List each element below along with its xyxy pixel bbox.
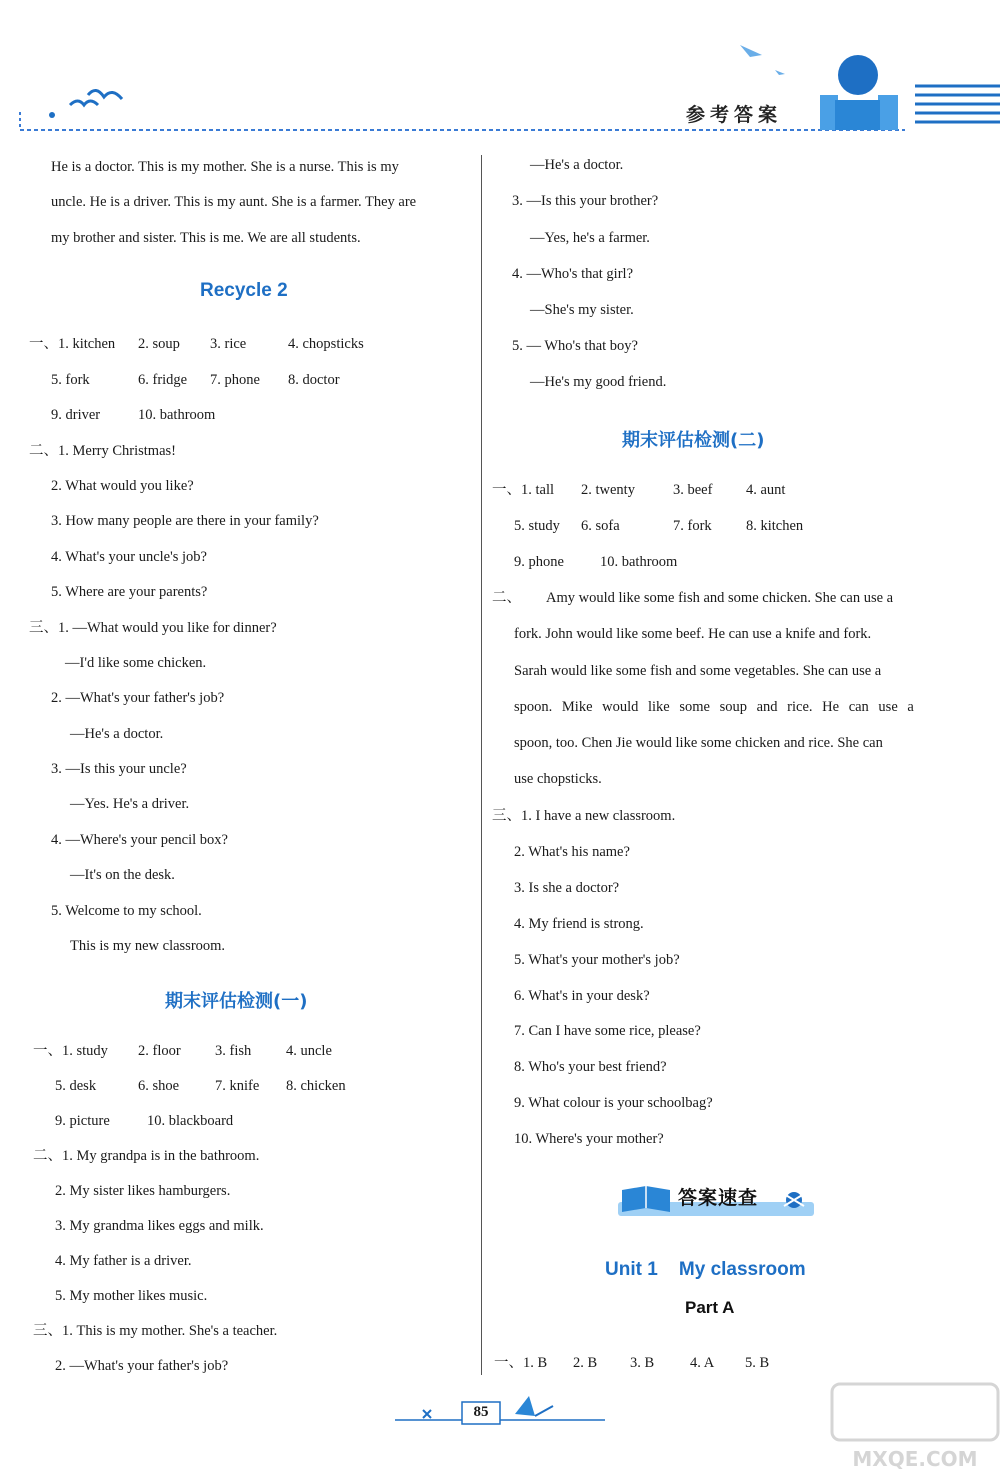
section-title-test2: 期末评估检测(二) [622,430,765,451]
answer-line: 2. What would you like? [51,478,194,494]
answer-line: 5. My mother likes music. [55,1288,208,1304]
answer-item: 4. chopsticks [288,336,364,352]
answer-line: —He's a doctor. [530,157,624,173]
answer-item: 10. bathroom [600,554,678,570]
answer-item: 7. fork [673,518,712,534]
header-decoration [0,0,1000,140]
answer-item: 6. sofa [581,518,620,534]
answer-line: —Yes. He's a driver. [70,796,190,812]
answer-line: 2. —What's your father's job? [51,690,225,706]
watermark-logo [830,1380,1000,1472]
header-title: 参考答案 [686,104,783,126]
answer-item: 9. driver [51,407,101,423]
intro-line: uncle. He is a driver. This is my aunt. She is a farmer. They are [51,194,417,210]
answer-line: 3. —Is this your uncle? [51,761,187,777]
answer-line: 2. What's his name? [514,844,630,860]
answer-line: 9. What colour is your schoolbag? [514,1095,713,1111]
answer-item: 4. A [690,1355,715,1371]
question-label: 二、 [492,590,521,606]
paragraph-line: spoon, too. Chen Jie would like some chicken and rice. She can [514,735,883,751]
answer-item: 3. rice [210,336,247,352]
answer-item: 5. fork [51,372,90,388]
answer-line: 2. —What's your father's job? [55,1358,229,1374]
answer-line: 5. — Who's that boy? [512,338,638,354]
answer-item: 4. aunt [746,482,786,498]
paragraph-line: fork. John would like some beef. He can use a knife and fork. [514,626,872,642]
answer-item: 2. B [573,1355,598,1371]
answer-line: 7. Can I have some rice, please? [514,1023,701,1039]
answer-item: 5. desk [55,1078,97,1094]
answer-line: 4. —Who's that girl? [512,266,634,282]
answer-line: 6. What's in your desk? [514,988,650,1004]
answer-line: —Yes, he's a farmer. [530,230,650,246]
answer-item: 9. picture [55,1113,110,1129]
answer-item: 7. phone [210,372,260,388]
answer-line: —He's my good friend. [530,374,667,390]
answer-item: 2. floor [138,1043,181,1059]
answer-line: 3. —Is this your brother? [512,193,659,209]
answer-item: 10. bathroom [138,407,216,423]
answer-item: 10. blackboard [147,1113,234,1129]
column-divider [481,155,482,1375]
answer-line: This is my new classroom. [70,938,226,954]
answer-item: 4. uncle [286,1043,332,1059]
footer-decoration [395,1392,605,1432]
answer-line: 二、1. My grandpa is in the bathroom. [33,1148,260,1164]
answer-line: —He's a doctor. [70,726,164,742]
answer-line: 8. Who's your best friend? [514,1059,667,1075]
answer-item: 2. twenty [581,482,635,498]
answer-line: 4. —Where's your pencil box? [51,832,228,848]
part-label: Part A [685,1298,735,1317]
answer-line: 4. My friend is strong. [514,916,644,932]
paragraph-line: use chopsticks. [514,771,602,787]
answer-item: 3. beef [673,482,713,498]
answer-line: 三、1. I have a new classroom. [492,808,676,824]
answer-item: 一、1. kitchen [29,336,116,352]
answer-line: —She's my sister. [530,302,634,318]
answer-line: 5. Welcome to my school. [51,903,202,919]
answer-item: 6. fridge [138,372,188,388]
answer-line: 三、1. This is my mother. She's a teacher. [33,1323,278,1339]
watermark-text: MXQE.COM [852,1447,978,1471]
answer-line: 5. What's your mother's job? [514,952,680,968]
unit-title: Unit 1 My classroom [605,1259,806,1280]
answer-item: 8. chicken [286,1078,346,1094]
answer-line: 3. How many people are there in your family? [51,513,319,529]
answer-line: —I'd like some chicken. [65,655,207,671]
answer-line: 4. What's your uncle's job? [51,549,207,565]
answer-line: 5. Where are your parents? [51,584,208,600]
answer-line: 4. My father is a driver. [55,1253,192,1269]
answer-item: 6. shoe [138,1078,180,1094]
answer-line: 3. My grandma likes eggs and milk. [55,1218,264,1234]
answer-item: 5. study [514,518,560,534]
paragraph-line: Sarah would like some fish and some vegetables. She can use a [514,663,882,679]
answer-item: 3. B [630,1355,655,1371]
answer-item: 9. phone [514,554,564,570]
answer-item: 2. soup [138,336,180,352]
paragraph-line: Amy would like some fish and some chicken. She can use a [546,590,894,606]
intro-line: my brother and sister. This is me. We are all students. [51,230,361,246]
section-title-recycle: Recycle 2 [200,280,288,301]
answer-item: 一、1. study [33,1043,108,1059]
answer-line: 三、1. —What would you like for dinner? [29,620,277,636]
page-number: 85 [473,1404,489,1420]
answer-banner-title: 答案速查 [678,1187,759,1209]
intro-line: He is a doctor. This is my mother. She is a nurse. This is my [51,159,399,175]
answer-line: 二、1. Merry Christmas! [29,443,176,459]
answer-line: 3. Is she a doctor? [514,880,620,896]
answer-item: 5. B [745,1355,770,1371]
answer-item: 3. fish [215,1043,252,1059]
section-title-test1: 期末评估检测(一) [165,991,308,1012]
answer-item: 8. kitchen [746,518,804,534]
answer-line: 2. My sister likes hamburgers. [55,1183,231,1199]
answer-item: 7. knife [215,1078,260,1094]
answer-item: 一、1. tall [492,482,555,498]
answer-line: —It's on the desk. [70,867,175,883]
paragraph-line: spoon. Mike would like some soup and rice. He can use a [514,699,914,715]
answer-item: 一、1. B [494,1355,548,1371]
answer-line: 10. Where's your mother? [514,1131,664,1147]
answer-item: 8. doctor [288,372,340,388]
